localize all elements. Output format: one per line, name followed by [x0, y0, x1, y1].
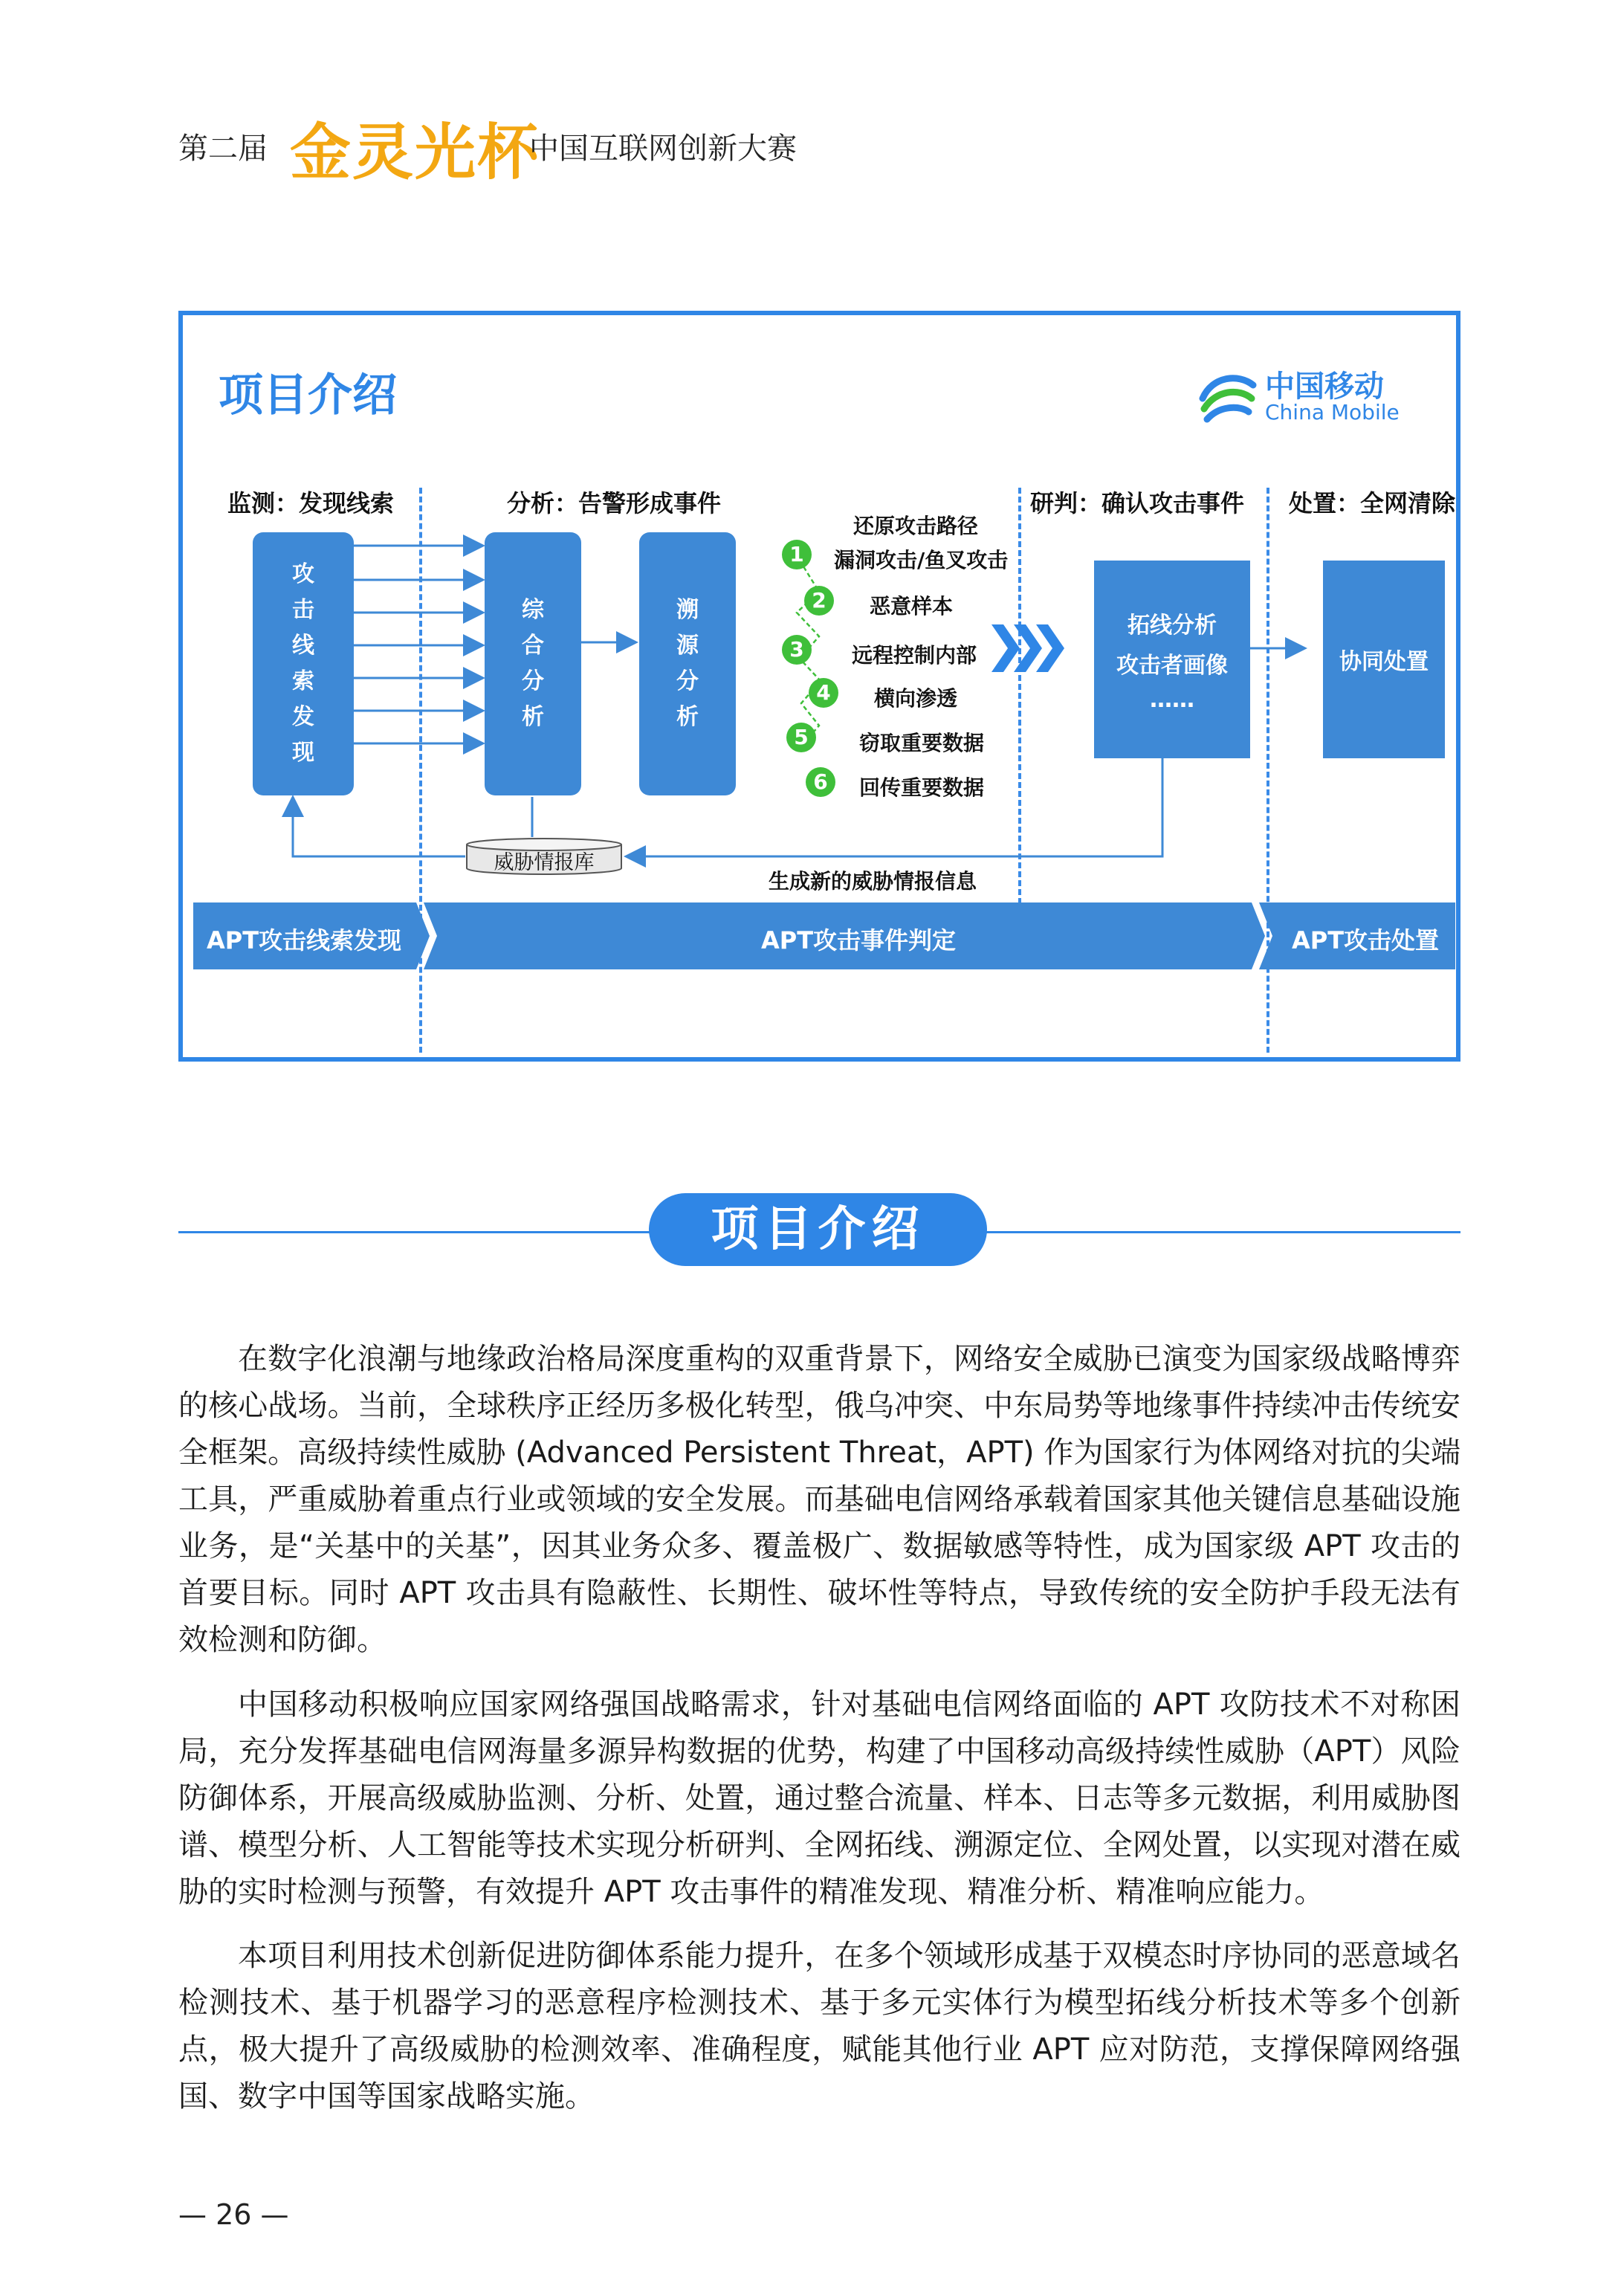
step-number: 5 — [786, 723, 816, 752]
section-analysis: 分析：告警形成事件 — [507, 489, 722, 517]
header-suffix: 中国互联网创新大赛 — [529, 132, 797, 166]
judge-line: 拓线分析 — [1128, 612, 1217, 639]
step-label: 恶意样本 — [870, 594, 954, 619]
judge-line: …… — [1150, 686, 1194, 713]
page-number: — 26 — — [178, 2198, 289, 2231]
comprehensive-char: 综 — [522, 597, 544, 623]
dispose-label: 协同处置 — [1339, 649, 1429, 675]
section-title: 项目介绍 — [649, 1193, 987, 1266]
section-monitor: 监测：发现线索 — [227, 489, 395, 517]
section-line-left — [178, 1231, 654, 1233]
attack-clue-char: 线 — [292, 633, 314, 659]
attack-clue-char: 索 — [292, 668, 314, 694]
trace-char: 分 — [676, 668, 699, 694]
step-number: 6 — [806, 767, 835, 797]
section-line-right — [981, 1231, 1460, 1233]
threat-intel-database — [465, 837, 623, 876]
comprehensive-char: 合 — [522, 633, 544, 659]
attack-clue-char: 现 — [292, 740, 314, 766]
header-brand: 金灵光杯 — [290, 117, 540, 188]
database-label: 威胁情报库 — [494, 851, 595, 874]
paragraph: 本项目利用技术创新促进防御体系能力提升，在多个领域形成基于双模态时序协同的恶意域名检测技术、基于机器学习的恶意程序检测技术、基于多元实体行为模型拓线分析技术等多个创新点，极大提升了高级威胁的检测效率、准确程度，赋能其他行业 APT 应对防范，支撑保障网络强国、数字中国等国家战略实施。 — [178, 1939, 1460, 2114]
judge-analysis-box — [1094, 561, 1250, 758]
figure-title: 项目介绍 — [219, 369, 397, 422]
trace-char: 析 — [676, 704, 699, 730]
header-prefix: 第二届 — [178, 132, 268, 166]
comprehensive-char: 析 — [522, 704, 544, 730]
attack-clue-char: 攻 — [292, 561, 314, 587]
trace-char: 源 — [676, 633, 699, 659]
comprehensive-analysis-box — [485, 532, 581, 795]
attack-clue-char: 击 — [292, 597, 314, 623]
step-label: 回传重要数据 — [859, 775, 985, 800]
judge-line: 攻击者画像 — [1116, 652, 1228, 679]
band-left-label: APT攻击线索发现 — [207, 926, 402, 955]
band-middle-label: APT攻击事件判定 — [761, 926, 957, 955]
comprehensive-char: 分 — [522, 668, 544, 694]
trace-analysis-box — [639, 532, 736, 795]
paragraph: 中国移动积极响应国家网络强国战略需求，针对基础电信网络面临的 APT 攻防技术不对称困局，充分发挥基础电信网海量多源异构数据的优势，构建了中国移动高级持续性威胁（APT）风险防御体系，开展高级威胁监测、分析、处置，通过整合流量、样本、日志等多元数据，利用威胁图谱、模型分析、人工智能等技术实现分析研判、全网拓线、溯源定位、全网处置，以实现对潜在威胁的实时检测与预警，有效提升 APT 攻击事件的精准发现、精准分析、精准响应能力。 — [178, 1688, 1460, 1909]
step-number: 1 — [782, 540, 812, 569]
dispose-box — [1323, 561, 1445, 758]
step-number: 4 — [809, 678, 838, 708]
logo-en-text: China Mobile — [1265, 400, 1400, 424]
apt-diagram-figure — [178, 311, 1460, 1062]
step-label: 远程控制内部 — [852, 643, 977, 668]
feedback-label: 生成新的威胁情报信息 — [769, 869, 977, 894]
step-number: 2 — [804, 586, 834, 616]
step-label: 横向渗透 — [874, 686, 958, 711]
section-dispose: 处置：全网清除 — [1289, 489, 1456, 517]
attack-clue-box — [253, 532, 354, 795]
section-judge: 研判：确认攻击事件 — [1030, 489, 1245, 517]
steps-title: 还原攻击路径 — [853, 514, 979, 538]
paragraph: 在数字化浪潮与地缘政治格局深度重构的双重背景下，网络安全威胁已演变为国家级战略博弈的核心战场。当前，全球秩序正经历多极化转型，俄乌冲突、中东局势等地缘事件持续冲击传统安全框架。高级持续性威胁 (Advanced Persistent Threat，APT) 作为国家行为体网络对抗的尖端工具，严重威胁着重点行业或领域的安全发展。而基础电信网络承载着国家其他关键信息基础设施业务，是“关基中的关基”，因其业务众多、覆盖极广、数据敏感等特性，成为国家级 APT 攻击的首要目标。同时 APT 攻击具有隐蔽性、长期性、破坏性等特点，导致传统的安全防护手段无法有效检测和防御。 — [178, 1342, 1460, 1657]
step-number: 3 — [782, 635, 812, 665]
logo-cn-text: 中国移动 — [1265, 369, 1384, 404]
attack-clue-char: 发 — [292, 704, 314, 730]
step-label: 窃取重要数据 — [859, 731, 985, 755]
trace-char: 溯 — [676, 597, 699, 623]
band-right-label: APT攻击处置 — [1292, 926, 1440, 955]
step-label: 漏洞攻击/鱼叉攻击 — [834, 548, 1009, 572]
